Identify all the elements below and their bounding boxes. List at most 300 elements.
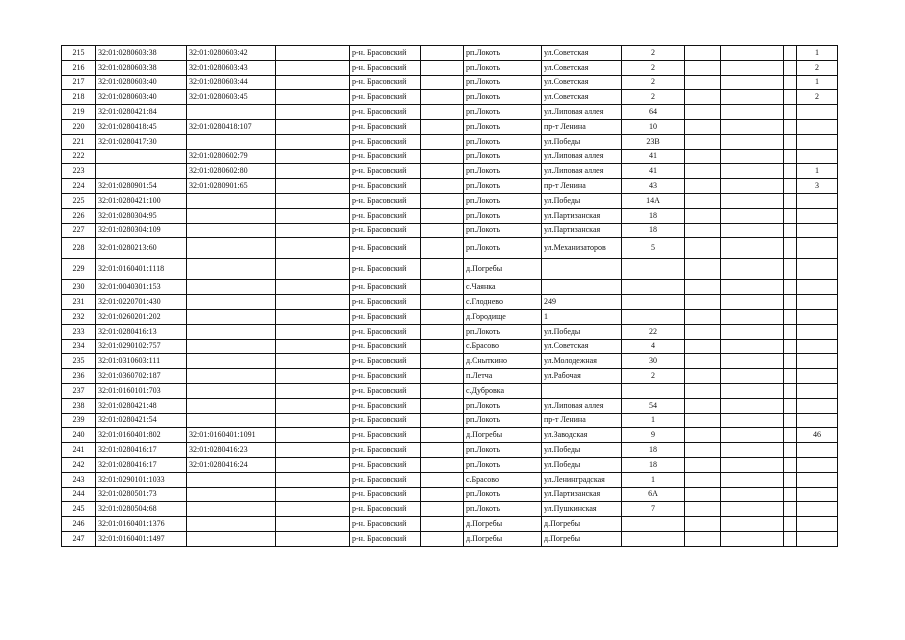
table-row (62, 238, 838, 259)
table-row (62, 46, 838, 61)
blank-cell-a (276, 443, 350, 458)
district-cell: р-н. Брасовский (350, 119, 421, 134)
table-row (62, 369, 838, 384)
blank-cell-e (784, 164, 797, 179)
blank-cell-e (784, 428, 797, 443)
street-cell: ул.Партизанская (542, 208, 622, 223)
blank-cell-a (276, 517, 350, 532)
house-number-cell: 41 (622, 149, 685, 164)
street-cell: ул.Липовая аллея (542, 149, 622, 164)
house-number-cell: 30 (622, 354, 685, 369)
cadastral-number-cell: 32:01:0280421:100 (96, 193, 187, 208)
table-row (62, 208, 838, 223)
blank-cell-c (685, 223, 721, 238)
table-row (62, 193, 838, 208)
apartment-number-cell (797, 502, 838, 517)
blank-cell-a (276, 259, 350, 280)
apartment-number-cell (797, 134, 838, 149)
house-number-cell: 4 (622, 339, 685, 354)
settlement-cell: д.Городище (464, 309, 542, 324)
blank-cell-b (421, 428, 464, 443)
table-row (62, 259, 838, 280)
apartment-number-cell (797, 531, 838, 546)
district-cell: р-н. Брасовский (350, 398, 421, 413)
table-row (62, 149, 838, 164)
row-number-cell: 244 (62, 487, 96, 502)
street-cell: ул.Советская (542, 46, 622, 61)
blank-cell-e (784, 280, 797, 295)
house-number-cell (622, 295, 685, 310)
blank-cell-b (421, 531, 464, 546)
street-cell: ул.Пушкинская (542, 502, 622, 517)
blank-cell-e (784, 208, 797, 223)
district-cell: р-н. Брасовский (350, 487, 421, 502)
district-cell: р-н. Брасовский (350, 457, 421, 472)
blank-cell-a (276, 339, 350, 354)
house-number-cell: 2 (622, 60, 685, 75)
street-cell: ул.Победы (542, 324, 622, 339)
street-cell: ул.Липовая аллея (542, 398, 622, 413)
table-row (62, 457, 838, 472)
settlement-cell: рп.Локоть (464, 46, 542, 61)
blank-cell-a (276, 134, 350, 149)
blank-cell-d (721, 295, 784, 310)
blank-cell-a (276, 179, 350, 194)
blank-cell-c (685, 383, 721, 398)
apartment-number-cell (797, 487, 838, 502)
blank-cell-a (276, 472, 350, 487)
street-cell: ул.Рабочая (542, 369, 622, 384)
blank-cell-e (784, 354, 797, 369)
blank-cell-d (721, 354, 784, 369)
blank-cell-c (685, 164, 721, 179)
house-number-cell: 54 (622, 398, 685, 413)
cadastral-number-cell: 32:01:0280603:40 (96, 75, 187, 90)
second-cadastral-number-cell (187, 398, 276, 413)
apartment-number-cell (797, 383, 838, 398)
blank-cell-b (421, 75, 464, 90)
blank-cell-e (784, 487, 797, 502)
apartment-number-cell (797, 472, 838, 487)
blank-cell-a (276, 238, 350, 259)
settlement-cell: с.Глоднево (464, 295, 542, 310)
apartment-number-cell (797, 259, 838, 280)
cadastral-number-cell: 32:01:0280603:38 (96, 46, 187, 61)
row-number-cell: 216 (62, 60, 96, 75)
blank-cell-d (721, 457, 784, 472)
settlement-cell: рп.Локоть (464, 75, 542, 90)
district-cell: р-н. Брасовский (350, 259, 421, 280)
second-cadastral-number-cell: 32:01:0280603:42 (187, 46, 276, 61)
blank-cell-e (784, 413, 797, 428)
district-cell: р-н. Брасовский (350, 75, 421, 90)
settlement-cell: д.Погребы (464, 531, 542, 546)
blank-cell-d (721, 339, 784, 354)
blank-cell-a (276, 398, 350, 413)
table-row (62, 324, 838, 339)
blank-cell-c (685, 531, 721, 546)
blank-cell-a (276, 46, 350, 61)
second-cadastral-number-cell (187, 238, 276, 259)
row-number-cell: 242 (62, 457, 96, 472)
settlement-cell: рп.Локоть (464, 90, 542, 105)
district-cell: р-н. Брасовский (350, 354, 421, 369)
cadastral-number-cell: 32:01:0280416:17 (96, 443, 187, 458)
blank-cell-e (784, 443, 797, 458)
cadastral-number-cell: 32:01:0280901:54 (96, 179, 187, 194)
cadastral-number-cell: 32:01:0220701:430 (96, 295, 187, 310)
second-cadastral-number-cell (187, 295, 276, 310)
house-number-cell (622, 280, 685, 295)
district-cell: р-н. Брасовский (350, 208, 421, 223)
cadastral-number-cell: 32:01:0290101:1033 (96, 472, 187, 487)
row-number-cell: 225 (62, 193, 96, 208)
blank-cell-b (421, 119, 464, 134)
apartment-number-cell (797, 238, 838, 259)
blank-cell-e (784, 259, 797, 280)
second-cadastral-number-cell (187, 472, 276, 487)
district-cell: р-н. Брасовский (350, 339, 421, 354)
blank-cell-e (784, 119, 797, 134)
street-cell: пр-т Ленина (542, 413, 622, 428)
blank-cell-d (721, 398, 784, 413)
district-cell: р-н. Брасовский (350, 295, 421, 310)
table-row (62, 119, 838, 134)
blank-cell-d (721, 517, 784, 532)
blank-cell-d (721, 502, 784, 517)
blank-cell-b (421, 369, 464, 384)
district-cell: р-н. Брасовский (350, 193, 421, 208)
cadastral-number-cell: 32:01:0310603:111 (96, 354, 187, 369)
district-cell: р-н. Брасовский (350, 60, 421, 75)
blank-cell-e (784, 398, 797, 413)
street-cell: ул.Партизанская (542, 487, 622, 502)
blank-cell-c (685, 134, 721, 149)
street-cell: д.Погребы (542, 531, 622, 546)
blank-cell-a (276, 119, 350, 134)
blank-cell-d (721, 309, 784, 324)
street-cell: ул.Липовая аллея (542, 164, 622, 179)
cadastral-number-cell: 32:01:0280304:95 (96, 208, 187, 223)
district-cell: р-н. Брасовский (350, 413, 421, 428)
blank-cell-b (421, 193, 464, 208)
second-cadastral-number-cell (187, 134, 276, 149)
apartment-number-cell (797, 309, 838, 324)
apartment-number-cell (797, 354, 838, 369)
street-cell: 1 (542, 309, 622, 324)
blank-cell-b (421, 134, 464, 149)
district-cell: р-н. Брасовский (350, 179, 421, 194)
house-number-cell: 18 (622, 457, 685, 472)
blank-cell-c (685, 75, 721, 90)
cadastral-number-cell: 32:01:0280418:45 (96, 119, 187, 134)
district-cell: р-н. Брасовский (350, 280, 421, 295)
blank-cell-b (421, 413, 464, 428)
blank-cell-d (721, 164, 784, 179)
blank-cell-b (421, 457, 464, 472)
table-row (62, 280, 838, 295)
row-number-cell: 219 (62, 105, 96, 120)
second-cadastral-number-cell (187, 324, 276, 339)
settlement-cell: рп.Локоть (464, 457, 542, 472)
second-cadastral-number-cell (187, 208, 276, 223)
blank-cell-c (685, 119, 721, 134)
district-cell: р-н. Брасовский (350, 309, 421, 324)
row-number-cell: 229 (62, 259, 96, 280)
second-cadastral-number-cell: 32:01:0280416:24 (187, 457, 276, 472)
district-cell: р-н. Брасовский (350, 223, 421, 238)
cadastral-number-cell: 32:01:0280603:40 (96, 90, 187, 105)
settlement-cell: рп.Локоть (464, 443, 542, 458)
second-cadastral-number-cell (187, 502, 276, 517)
blank-cell-c (685, 295, 721, 310)
blank-cell-a (276, 90, 350, 105)
blank-cell-b (421, 149, 464, 164)
apartment-number-cell (797, 457, 838, 472)
blank-cell-e (784, 134, 797, 149)
table-row (62, 295, 838, 310)
cadastral-number-cell: 32:01:0280416:17 (96, 457, 187, 472)
settlement-cell: п.Летча (464, 369, 542, 384)
blank-cell-a (276, 457, 350, 472)
row-number-cell: 223 (62, 164, 96, 179)
second-cadastral-number-cell: 32:01:0280602:80 (187, 164, 276, 179)
house-number-cell: 1 (622, 472, 685, 487)
settlement-cell: рп.Локоть (464, 398, 542, 413)
blank-cell-d (721, 193, 784, 208)
blank-cell-c (685, 179, 721, 194)
apartment-number-cell (797, 413, 838, 428)
apartment-number-cell (797, 223, 838, 238)
table-row (62, 487, 838, 502)
blank-cell-d (721, 238, 784, 259)
apartment-number-cell: 1 (797, 46, 838, 61)
row-number-cell: 228 (62, 238, 96, 259)
apartment-number-cell: 46 (797, 428, 838, 443)
district-cell: р-н. Брасовский (350, 46, 421, 61)
blank-cell-b (421, 324, 464, 339)
street-cell: ул.Заводская (542, 428, 622, 443)
blank-cell-d (721, 369, 784, 384)
table-row (62, 443, 838, 458)
blank-cell-c (685, 238, 721, 259)
blank-cell-c (685, 443, 721, 458)
street-cell (542, 383, 622, 398)
blank-cell-e (784, 179, 797, 194)
settlement-cell: д.Погребы (464, 259, 542, 280)
house-number-cell: 6А (622, 487, 685, 502)
street-cell: ул.Молодежная (542, 354, 622, 369)
street-cell: ул.Победы (542, 457, 622, 472)
blank-cell-b (421, 60, 464, 75)
cadastral-number-cell: 32:01:0040301:153 (96, 280, 187, 295)
blank-cell-c (685, 46, 721, 61)
house-number-cell: 18 (622, 223, 685, 238)
second-cadastral-number-cell: 32:01:0160401:1091 (187, 428, 276, 443)
blank-cell-d (721, 472, 784, 487)
settlement-cell: рп.Локоть (464, 105, 542, 120)
blank-cell-b (421, 179, 464, 194)
cadastral-number-cell: 32:01:0160401:1497 (96, 531, 187, 546)
table-row (62, 105, 838, 120)
blank-cell-d (721, 90, 784, 105)
apartment-number-cell: 2 (797, 90, 838, 105)
blank-cell-b (421, 280, 464, 295)
settlement-cell: рп.Локоть (464, 238, 542, 259)
blank-cell-e (784, 46, 797, 61)
blank-cell-e (784, 60, 797, 75)
cadastral-number-cell: 32:01:0360702:187 (96, 369, 187, 384)
blank-cell-b (421, 238, 464, 259)
blank-cell-d (721, 280, 784, 295)
blank-cell-d (721, 134, 784, 149)
cadastral-number-cell: 32:01:0280421:84 (96, 105, 187, 120)
blank-cell-a (276, 164, 350, 179)
row-number-cell: 246 (62, 517, 96, 532)
blank-cell-b (421, 295, 464, 310)
property-registry-table (61, 45, 838, 547)
second-cadastral-number-cell: 32:01:0280418:107 (187, 119, 276, 134)
second-cadastral-number-cell (187, 309, 276, 324)
district-cell: р-н. Брасовский (350, 324, 421, 339)
blank-cell-e (784, 531, 797, 546)
street-cell: ул.Победы (542, 193, 622, 208)
apartment-number-cell (797, 339, 838, 354)
district-cell: р-н. Брасовский (350, 517, 421, 532)
cadastral-number-cell: 32:01:0280421:48 (96, 398, 187, 413)
blank-cell-b (421, 90, 464, 105)
apartment-number-cell (797, 295, 838, 310)
apartment-number-cell: 3 (797, 179, 838, 194)
cadastral-number-cell: 32:01:0160401:1118 (96, 259, 187, 280)
blank-cell-e (784, 193, 797, 208)
row-number-cell: 232 (62, 309, 96, 324)
settlement-cell: рп.Локоть (464, 208, 542, 223)
blank-cell-b (421, 354, 464, 369)
row-number-cell: 238 (62, 398, 96, 413)
cadastral-number-cell: 32:01:0280304:109 (96, 223, 187, 238)
cadastral-number-cell: 32:01:0280603:38 (96, 60, 187, 75)
apartment-number-cell (797, 208, 838, 223)
street-cell (542, 259, 622, 280)
blank-cell-a (276, 105, 350, 120)
second-cadastral-number-cell (187, 517, 276, 532)
blank-cell-b (421, 383, 464, 398)
district-cell: р-н. Брасовский (350, 531, 421, 546)
settlement-cell: с.Чаянка (464, 280, 542, 295)
table-row (62, 90, 838, 105)
table-row (62, 134, 838, 149)
blank-cell-a (276, 428, 350, 443)
street-cell: д.Погребы (542, 517, 622, 532)
row-number-cell: 247 (62, 531, 96, 546)
table-row (62, 75, 838, 90)
house-number-cell: 18 (622, 443, 685, 458)
house-number-cell (622, 309, 685, 324)
table-body (62, 46, 838, 547)
blank-cell-b (421, 517, 464, 532)
blank-cell-c (685, 339, 721, 354)
house-number-cell: 43 (622, 179, 685, 194)
blank-cell-b (421, 259, 464, 280)
blank-cell-d (721, 428, 784, 443)
row-number-cell: 224 (62, 179, 96, 194)
row-number-cell: 241 (62, 443, 96, 458)
district-cell: р-н. Брасовский (350, 428, 421, 443)
row-number-cell: 218 (62, 90, 96, 105)
street-cell: ул.Механизаторов (542, 238, 622, 259)
settlement-cell: с.Брасово (464, 472, 542, 487)
settlement-cell: рп.Локоть (464, 60, 542, 75)
house-number-cell: 1 (622, 413, 685, 428)
blank-cell-b (421, 502, 464, 517)
apartment-number-cell (797, 398, 838, 413)
blank-cell-e (784, 502, 797, 517)
blank-cell-c (685, 413, 721, 428)
blank-cell-a (276, 324, 350, 339)
blank-cell-a (276, 193, 350, 208)
table-row (62, 502, 838, 517)
row-number-cell: 240 (62, 428, 96, 443)
apartment-number-cell (797, 280, 838, 295)
house-number-cell (622, 259, 685, 280)
second-cadastral-number-cell (187, 105, 276, 120)
settlement-cell: с.Брасово (464, 339, 542, 354)
street-cell: пр-т Ленина (542, 119, 622, 134)
blank-cell-e (784, 324, 797, 339)
settlement-cell: рп.Локоть (464, 149, 542, 164)
blank-cell-d (721, 259, 784, 280)
table-row (62, 398, 838, 413)
blank-cell-d (721, 324, 784, 339)
blank-cell-a (276, 487, 350, 502)
settlement-cell: рп.Локоть (464, 502, 542, 517)
row-number-cell: 221 (62, 134, 96, 149)
blank-cell-a (276, 383, 350, 398)
table-row (62, 383, 838, 398)
district-cell: р-н. Брасовский (350, 105, 421, 120)
street-cell: ул.Липовая аллея (542, 105, 622, 120)
cadastral-number-cell: 32:01:0280213:60 (96, 238, 187, 259)
blank-cell-b (421, 487, 464, 502)
second-cadastral-number-cell (187, 383, 276, 398)
blank-cell-b (421, 309, 464, 324)
row-number-cell: 237 (62, 383, 96, 398)
row-number-cell: 227 (62, 223, 96, 238)
settlement-cell: рп.Локоть (464, 193, 542, 208)
blank-cell-e (784, 90, 797, 105)
blank-cell-c (685, 60, 721, 75)
blank-cell-b (421, 223, 464, 238)
second-cadastral-number-cell: 32:01:0280416:23 (187, 443, 276, 458)
table-row (62, 223, 838, 238)
street-cell: ул.Ленинградская (542, 472, 622, 487)
blank-cell-b (421, 472, 464, 487)
row-number-cell: 236 (62, 369, 96, 384)
blank-cell-a (276, 208, 350, 223)
table-row (62, 472, 838, 487)
cadastral-number-cell: 32:01:0280421:54 (96, 413, 187, 428)
apartment-number-cell (797, 149, 838, 164)
street-cell: пр-т Ленина (542, 179, 622, 194)
house-number-cell: 2 (622, 46, 685, 61)
district-cell: р-н. Брасовский (350, 149, 421, 164)
second-cadastral-number-cell: 32:01:0280603:43 (187, 60, 276, 75)
blank-cell-d (721, 413, 784, 428)
blank-cell-e (784, 149, 797, 164)
blank-cell-e (784, 369, 797, 384)
second-cadastral-number-cell (187, 413, 276, 428)
